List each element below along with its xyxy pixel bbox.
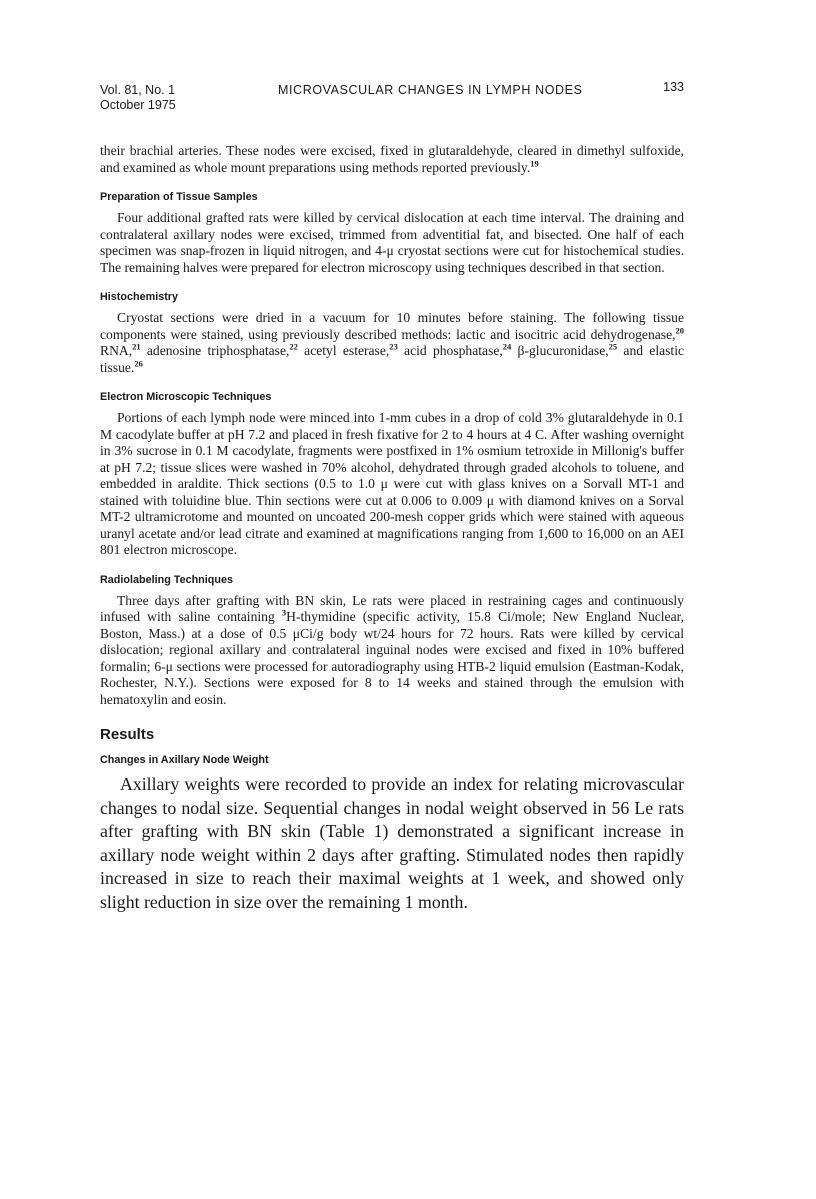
electron-microscopy-paragraph: Portions of each lymph node were minced into 1-mm cubes in a drop of cold 3% glutaraldehyde in 0.1 M cacodylate buffer at pH 7.2 and placed in fresh fixative for 2 to 4 hours at 4 C. After washing overnight in 3% sucrose in 0.1 M cacodylate, fragments were postfixed in 1% osmium tetroxide in Millonig's buffer at pH 7.2; tissue slices were washed in 70% alcohol, dehydrated through graded alcohols to toluene, and embedded in araldite. Thick sections (0.5 to 1.0 μ were cut with glass knives on a Sorvall MT-1 and stained with toluidine blue. Thin sections were cut at 0.006 to 0.009 μ with diamond knives on a Sorval MT-2 ultramicrotome and mounted on uncoated 200-mesh copper grids which were stained with aqueous uranyl acetate and/or lead citrate and examined at magnifications ranging from 1,600 to 16,000 on an AEI 801 electron microscope. <box>100 410 684 557</box>
histo-text-6: β-glucuronidase, <box>511 343 609 358</box>
isotope-superscript: 3 <box>281 607 287 618</box>
intro-paragraph <box>100 143 684 176</box>
preparation-paragraph: Four additional grafted rats were killed by cervical dislocation at each time interval. The draining and contralateral axillary nodes were excised, trimmed from adventitial fat, and bisected. One half of each specimen was snap-frozen in liquid nitrogen, and 4-μ cryostat sections were cut for histochemical studies. The remaining halves were prepared for electron microscopy using techniques described in that section. <box>100 210 684 275</box>
histo-text-7: and elastic tissue. <box>100 343 685 375</box>
section-heading-histochemistry: Histochemistry <box>100 291 179 303</box>
section-heading-electron-microscopy: Electron Microscopic Techniques <box>100 391 272 403</box>
reference-marker: 24 <box>502 341 512 352</box>
reference-marker: 23 <box>389 341 398 352</box>
radio-text-2: H-thymidine (specific activity, 15.8 Ci/mole; New England Nuclear, Boston, Mass.) at a dose of 0.5 μCi/g body wt/24 hours for 72 hours. Rats were killed by cervical dislocation; regional axillary and contralateral inguinal nodes were excised and fixed in 10% buffered formalin; 6-μ sections were processed for autoradiography using HTB-2 liquid emulsion (Eastman-Kodak, Rochester, N.Y.). Sections were exposed for 8 to 14 weeks and stained through the emulsion with hematoxylin and eosin. <box>100 609 685 707</box>
section-heading-preparation: Preparation of Tissue Samples <box>100 191 258 203</box>
reference-marker: 21 <box>132 341 141 352</box>
reference-marker: 20 <box>675 324 684 335</box>
histo-text-2: RNA, <box>100 343 133 358</box>
journal-volume-info <box>100 83 176 113</box>
results-paragraph: Axillary weights were recorded to provide an index for relating microvascular changes to nodal size. Sequential changes in nodal weight observed in 56 Le rats after grafting with BN skin (Table 1) demonstrated a significant increase in axillary node weight within 2 days after grafting. Stimulated nodes then rapidly increased in size to reach their maximal weights at 1 week, and showed only slight reduction in size over the remaining 1 month. <box>100 774 684 912</box>
subsection-heading-axillary-weight: Changes in Axillary Node Weight <box>100 754 269 766</box>
reference-marker: 19 <box>530 157 539 168</box>
section-heading-radiolabeling: Radiolabeling Techniques <box>100 573 233 586</box>
page-number: 133 <box>663 80 684 94</box>
histo-text-5: acid phosphatase, <box>397 343 503 358</box>
histo-text-3: adenosine triphosphatase, <box>140 343 290 358</box>
section-heading-results: Results <box>100 726 155 743</box>
histochemistry-paragraph <box>100 310 684 376</box>
reference-marker: 26 <box>134 357 143 368</box>
volume-number: Vol. 81, No. 1 <box>100 83 176 97</box>
radio-text-1: Three days after grafting with BN skin, Le rats were placed in restraining cages and continuously infused with saline containing <box>100 592 684 624</box>
intro-text: their brachial arteries. These nodes were excised, fixed in glutaraldehyde, cleared in dimethyl sulfoxide, and examined as whole mount preparations using methods reported previously. <box>100 143 684 175</box>
reference-marker: 22 <box>289 341 298 352</box>
reference-marker: 25 <box>608 341 618 352</box>
running-title: MICROVASCULAR CHANGES IN LYMPH NODES <box>278 83 583 97</box>
histo-text-4: acetyl esterase, <box>297 343 390 358</box>
page-header <box>100 80 684 117</box>
article-body <box>100 143 684 914</box>
issue-date: October 1975 <box>100 98 176 112</box>
radiolabeling-paragraph <box>100 593 684 709</box>
histo-text-1: Cryostat sections were dried in a vacuum for 10 minutes before staining. The following tissue components were stained, using previously described methods: lactic and isocitric acid dehydrogenase, <box>100 310 684 342</box>
